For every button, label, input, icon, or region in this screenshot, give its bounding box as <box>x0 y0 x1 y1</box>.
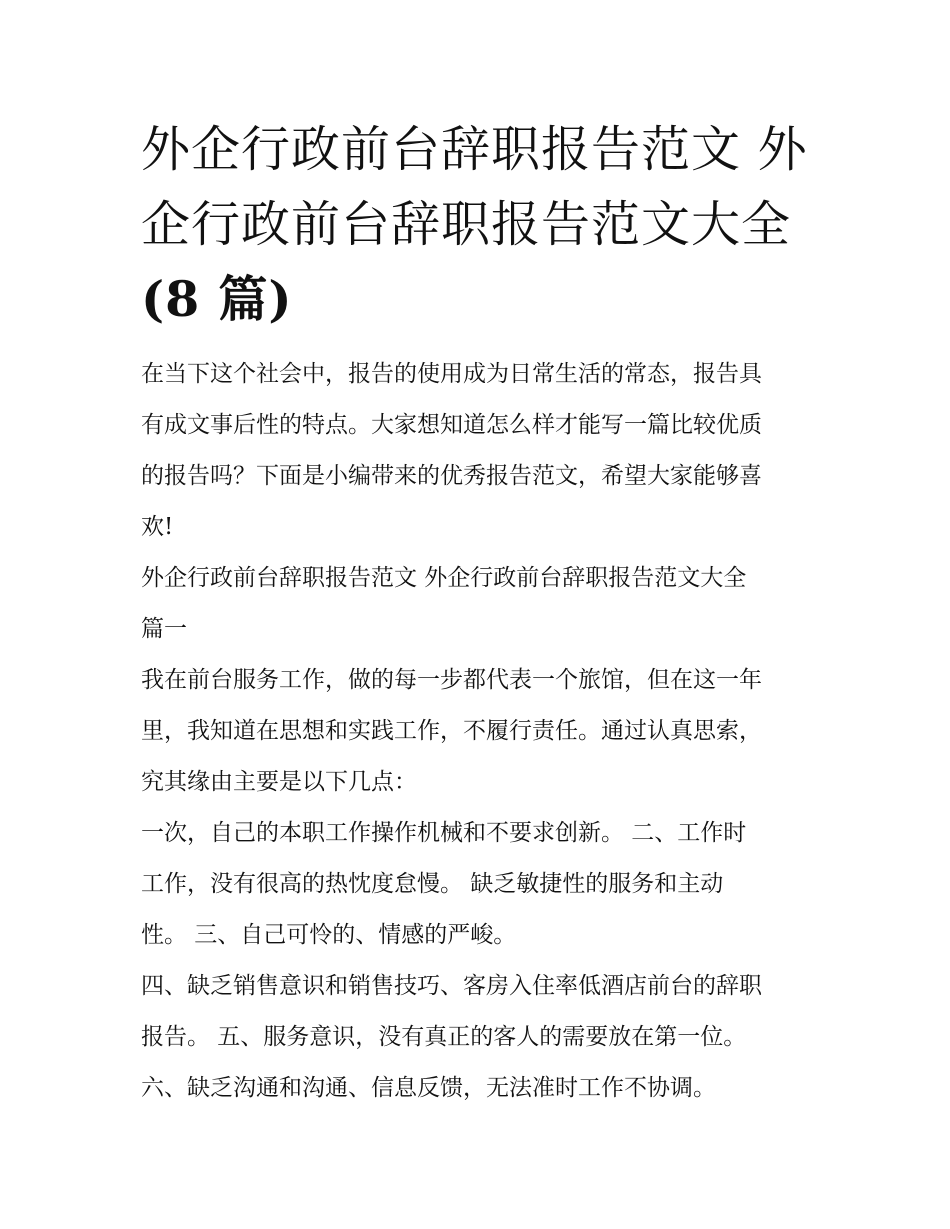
text-line: 外企行政前台辞职报告范文 外企行政前台辞职报告范文大全 <box>141 565 747 591</box>
text-line: 报告。 五、服务意识，没有真正的客人的需要放在第一位。 <box>141 1024 747 1050</box>
text-line: 欢! <box>141 514 174 540</box>
paragraph-body <box>141 655 813 808</box>
title-line: (8 篇) <box>141 270 293 328</box>
document-content <box>141 112 813 1114</box>
paragraph-body <box>141 1063 813 1114</box>
text-line: 四、缺乏销售意识和销售技巧、客房入住率低酒店前台的辞职 <box>141 973 762 999</box>
paragraph-body <box>141 808 813 961</box>
text-line: 在当下这个社会中，报告的使用成为日常生活的常态，报告具 <box>141 361 762 387</box>
text-line: 性。 三、自己可怜的、情感的严峻。 <box>141 922 517 948</box>
text-line: 我在前台服务工作，做的每一步都代表一个旅馆，但在这一年 <box>141 667 762 693</box>
text-line: 的报告吗？下面是小编带来的优秀报告范文，希望大家能够喜 <box>141 463 762 489</box>
text-line: 究其缘由主要是以下几点： <box>141 769 417 795</box>
text-line: 有成文事后性的特点。大家想知道怎么样才能写一篇比较优质 <box>141 412 762 438</box>
paragraph-heading <box>141 553 813 655</box>
text-line: 一次，自己的本职工作操作机械和不要求创新。 二、工作时 <box>141 820 747 846</box>
title-line: 企行政前台辞职报告范文大全 <box>141 196 792 253</box>
document-title <box>141 112 813 337</box>
text-line: 六、缺乏沟通和沟通、信息反馈，无法准时工作不协调。 <box>141 1075 716 1101</box>
text-line: 工作，没有很高的热忱度怠慢。 缺乏敏捷性的服务和主动 <box>141 871 724 897</box>
paragraph-intro <box>141 349 813 553</box>
text-line: 里，我知道在思想和实践工作，不履行责任。通过认真思索， <box>141 718 762 744</box>
paragraph-body <box>141 961 813 1063</box>
title-line: 外企行政前台辞职报告范文 外 <box>141 121 808 178</box>
text-line: 篇一 <box>141 616 187 642</box>
